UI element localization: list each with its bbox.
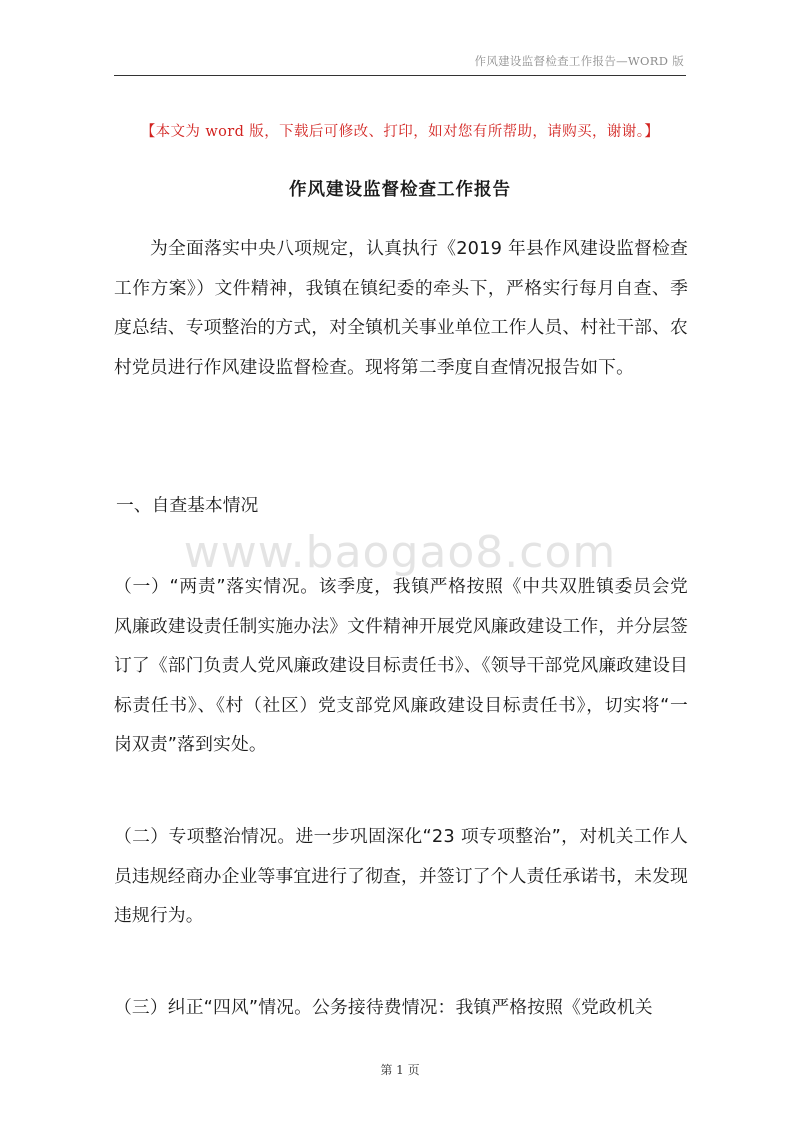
page-number: 第 1 页 — [380, 1063, 420, 1077]
paragraph-four-winds-text: （三）纠正“四风”情况。公务接待费情况：我镇严格按照《党政机关 — [114, 997, 653, 1018]
watermark: www.baogao8.com — [183, 527, 617, 578]
running-header: 作风建设监督检查工作报告—WORD 版 — [474, 54, 684, 68]
paragraph-responsibility: （一）“两责”落实情况。该季度，我镇严格按照《中共双胜镇委员会党风廉政建设责任制实施办法》文件精神开展党风廉政建设工作，并分层签订了《部门负责人党风廉政建设目标责任书》、《领导干部党风廉政建设目标责任书》、《村（社区）党支部党风廉政建设目标责任书》，切实将“一岗双责”落到实处。 — [114, 576, 688, 755]
intro-paragraph: 为全面落实中央八项规定，认真执行《2019 年县作风建设监督检查工作方案》）文件精神，我镇在镇纪委的牵头下，严格实行每月自查、季度总结、专项整治的方式，对全镇机关事业单位工作人员、村社干部、农村党员进行作风建设监督检查。现将第二季度自查情况报告如下。 — [114, 238, 688, 378]
paragraph-special-rectification: （二）专项整治情况。进一步巩固深化“23 项专项整治”，对机关工作人员违规经商办企业等事宜进行了彻查，并签订了个人责任承诺书，未发现违规行为。 — [114, 826, 688, 926]
paragraph-four-winds — [114, 988, 688, 1028]
section-heading: 一、自查基本情况 — [116, 495, 259, 516]
purchase-notice: 【本文为 word 版，下载后可修改、打印，如对您有所帮助，请购买，谢谢。】 — [140, 124, 660, 140]
document-title: 作风建设监督检查工作报告 — [289, 180, 511, 200]
header-divider — [114, 75, 686, 76]
